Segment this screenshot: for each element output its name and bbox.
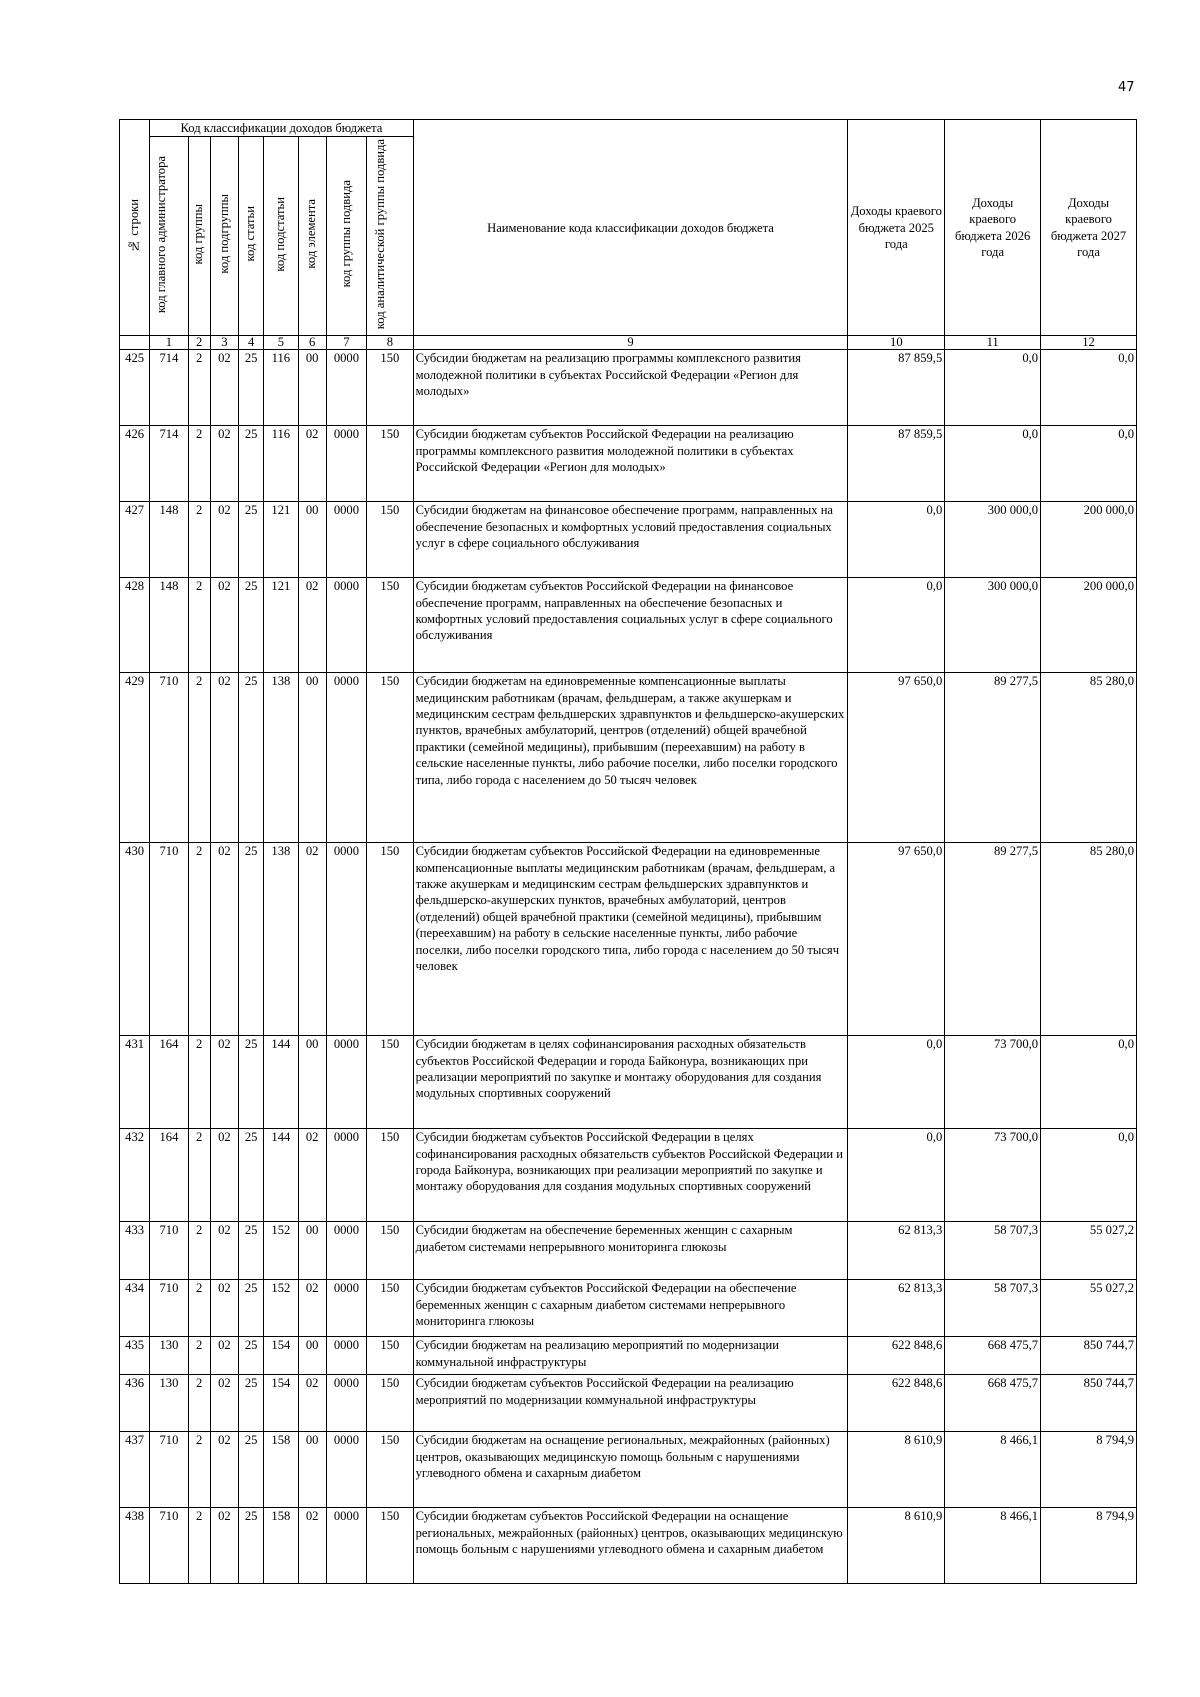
- admin-code: 148: [150, 578, 188, 673]
- subarticle-code: 154: [264, 1375, 298, 1432]
- table-row: [120, 426, 1137, 502]
- subgroup-code: 02: [210, 843, 238, 1036]
- article-code: 25: [239, 1375, 264, 1432]
- income-2025: 87 859,5: [848, 350, 945, 426]
- income-code-name: Субсидии бюджетам на финансовое обеспечение программ, направленных на обеспечение безопасных и комфортных условий предоставления социальных услуг в сфере социального обслуживания: [413, 502, 848, 578]
- admin-code: 714: [150, 350, 188, 426]
- article-code: 25: [239, 1222, 264, 1280]
- row-number: 426: [120, 426, 150, 502]
- subtype-group-code: 0000: [326, 1222, 366, 1280]
- header-subtype-group-code: код группы подвида: [326, 137, 366, 336]
- income-code-name: Субсидии бюджетам субъектов Российской Федерации на реализацию программы комплексного развития молодежной политики в субъектах Российской Федерации «Регион для молодых»: [413, 426, 848, 502]
- row-number: 438: [120, 1508, 150, 1584]
- row-number: 432: [120, 1129, 150, 1222]
- income-2027: 850 744,7: [1041, 1337, 1137, 1375]
- table-row: [120, 1337, 1137, 1375]
- group-code: 2: [188, 1337, 210, 1375]
- element-code: 00: [298, 350, 326, 426]
- income-2026: 73 700,0: [945, 1036, 1041, 1129]
- article-code: 25: [239, 1280, 264, 1337]
- subtype-group-code: 0000: [326, 1036, 366, 1129]
- group-code: 2: [188, 502, 210, 578]
- income-code-name: Субсидии бюджетам субъектов Российской Федерации на реализацию мероприятий по модернизации коммунальной инфраструктуры: [413, 1375, 848, 1432]
- income-2027: 850 744,7: [1041, 1375, 1137, 1432]
- admin-code: 710: [150, 1222, 188, 1280]
- article-code: 25: [239, 843, 264, 1036]
- row-number: 433: [120, 1222, 150, 1280]
- analytic-group-code: 150: [367, 1508, 414, 1584]
- subarticle-code: 144: [264, 1129, 298, 1222]
- income-2026: 0,0: [945, 350, 1041, 426]
- income-2026: 89 277,5: [945, 673, 1041, 843]
- table-row: [120, 1508, 1137, 1584]
- column-number: 8: [367, 336, 414, 350]
- group-code: 2: [188, 1280, 210, 1337]
- header-subarticle-code: код подстатьи: [264, 137, 298, 336]
- admin-code: 710: [150, 1280, 188, 1337]
- income-2027: 0,0: [1041, 350, 1137, 426]
- column-number-row: [120, 336, 1137, 350]
- header-name: Наименование кода классификации доходов бюджета: [413, 120, 848, 336]
- income-2026: 58 707,3: [945, 1222, 1041, 1280]
- row-number: 428: [120, 578, 150, 673]
- column-number: 6: [298, 336, 326, 350]
- analytic-group-code: 150: [367, 843, 414, 1036]
- subarticle-code: 138: [264, 673, 298, 843]
- admin-code: 710: [150, 673, 188, 843]
- subgroup-code: 02: [210, 1222, 238, 1280]
- row-number: 437: [120, 1432, 150, 1508]
- group-code: 2: [188, 578, 210, 673]
- income-classification-table: [119, 119, 1137, 1584]
- table-row: [120, 1375, 1137, 1432]
- subarticle-code: 138: [264, 843, 298, 1036]
- subtype-group-code: 0000: [326, 673, 366, 843]
- admin-code: 130: [150, 1375, 188, 1432]
- table-row: [120, 843, 1137, 1036]
- income-2026: 73 700,0: [945, 1129, 1041, 1222]
- income-2025: 0,0: [848, 1036, 945, 1129]
- subtype-group-code: 0000: [326, 1337, 366, 1375]
- element-code: 02: [298, 1375, 326, 1432]
- subgroup-code: 02: [210, 1280, 238, 1337]
- income-2026: 58 707,3: [945, 1280, 1041, 1337]
- group-code: 2: [188, 1508, 210, 1584]
- income-2025: 622 848,6: [848, 1375, 945, 1432]
- income-code-name: Субсидии бюджетам субъектов Российской Федерации на оснащение региональных, межрайонных (районных) центров, оказывающих медицинскую помощь больным с нарушениями углеводного обмена и сахарным диабетом: [413, 1508, 848, 1584]
- income-code-name: Субсидии бюджетам в целях софинансирования расходных обязательств субъектов Российской Федерации и города Байконура, возникающих при реализации мероприятий по закупке и монтажу оборудования для создания модульных спортивных сооружений: [413, 1036, 848, 1129]
- subgroup-code: 02: [210, 1036, 238, 1129]
- header-admin-code: код главного администратора: [150, 137, 188, 336]
- income-2026: 300 000,0: [945, 578, 1041, 673]
- row-number: 431: [120, 1036, 150, 1129]
- subtype-group-code: 0000: [326, 1280, 366, 1337]
- header-subgroup-code: код подгруппы: [210, 137, 238, 336]
- income-2027: 0,0: [1041, 426, 1137, 502]
- subgroup-code: 02: [210, 1508, 238, 1584]
- income-code-name: Субсидии бюджетам на обеспечение беременных женщин с сахарным диабетом системами непрерывного мониторинга глюкозы: [413, 1222, 848, 1280]
- income-2027: 85 280,0: [1041, 673, 1137, 843]
- subtype-group-code: 0000: [326, 350, 366, 426]
- subgroup-code: 02: [210, 1432, 238, 1508]
- header-income-2027: Доходы краевого бюджета 2027 года: [1041, 120, 1137, 336]
- header-analytic-group-code: код аналитической группы подвида: [367, 137, 414, 336]
- table-row: [120, 1432, 1137, 1508]
- article-code: 25: [239, 1337, 264, 1375]
- subtype-group-code: 0000: [326, 502, 366, 578]
- admin-code: 130: [150, 1337, 188, 1375]
- analytic-group-code: 150: [367, 578, 414, 673]
- subarticle-code: 116: [264, 350, 298, 426]
- header-income-2026: Доходы краевого бюджета 2026 года: [945, 120, 1041, 336]
- table-row: [120, 350, 1137, 426]
- element-code: 00: [298, 1337, 326, 1375]
- element-code: 02: [298, 426, 326, 502]
- table-row: [120, 1222, 1137, 1280]
- income-2027: 0,0: [1041, 1129, 1137, 1222]
- table-row: [120, 578, 1137, 673]
- row-number: 434: [120, 1280, 150, 1337]
- article-code: 25: [239, 350, 264, 426]
- column-number: 11: [945, 336, 1041, 350]
- admin-code: 164: [150, 1036, 188, 1129]
- column-number: 1: [150, 336, 188, 350]
- income-code-name: Субсидии бюджетам субъектов Российской Федерации на финансовое обеспечение программ, направленных на обеспечение безопасных и комфортных условий предоставления социальных услуг в сфере социального обслуживания: [413, 578, 848, 673]
- header-element-code: код элемента: [298, 137, 326, 336]
- subarticle-code: 144: [264, 1036, 298, 1129]
- group-code: 2: [188, 1222, 210, 1280]
- row-number: 427: [120, 502, 150, 578]
- subtype-group-code: 0000: [326, 426, 366, 502]
- element-code: 02: [298, 1280, 326, 1337]
- header-row-no: № строки: [120, 120, 150, 336]
- income-2027: 85 280,0: [1041, 843, 1137, 1036]
- income-code-name: Субсидии бюджетам субъектов Российской Федерации в целях софинансирования расходных обязательств субъектов Российской Федерации и города Байконура, возникающих при реализации мероприятий по закупке и монтажу оборудования для создания модульных спортивных сооружений: [413, 1129, 848, 1222]
- income-2026: 668 475,7: [945, 1375, 1041, 1432]
- subtype-group-code: 0000: [326, 578, 366, 673]
- table-row: [120, 1036, 1137, 1129]
- group-code: 2: [188, 673, 210, 843]
- income-2027: 200 000,0: [1041, 578, 1137, 673]
- admin-code: 710: [150, 843, 188, 1036]
- subtype-group-code: 0000: [326, 1129, 366, 1222]
- subarticle-code: 152: [264, 1280, 298, 1337]
- analytic-group-code: 150: [367, 1280, 414, 1337]
- subarticle-code: 121: [264, 578, 298, 673]
- page-number: 47: [1118, 80, 1135, 95]
- row-number: 430: [120, 843, 150, 1036]
- column-number: 10: [848, 336, 945, 350]
- admin-code: 710: [150, 1432, 188, 1508]
- table-row: [120, 673, 1137, 843]
- subarticle-code: 152: [264, 1222, 298, 1280]
- income-2025: 8 610,9: [848, 1432, 945, 1508]
- income-code-name: Субсидии бюджетам на реализацию программы комплексного развития молодежной политики в субъектах Российской Федерации «Регион для молодых»: [413, 350, 848, 426]
- group-code: 2: [188, 426, 210, 502]
- element-code: 00: [298, 1222, 326, 1280]
- column-number: 4: [239, 336, 264, 350]
- subgroup-code: 02: [210, 578, 238, 673]
- analytic-group-code: 150: [367, 502, 414, 578]
- group-code: 2: [188, 1432, 210, 1508]
- header-classification-group: Код классификации доходов бюджета: [150, 120, 413, 137]
- analytic-group-code: 150: [367, 1375, 414, 1432]
- article-code: 25: [239, 1432, 264, 1508]
- subgroup-code: 02: [210, 350, 238, 426]
- column-number: 3: [210, 336, 238, 350]
- element-code: 02: [298, 843, 326, 1036]
- analytic-group-code: 150: [367, 350, 414, 426]
- row-number: 425: [120, 350, 150, 426]
- column-number: 12: [1041, 336, 1137, 350]
- subarticle-code: 154: [264, 1337, 298, 1375]
- row-number: 429: [120, 673, 150, 843]
- subarticle-code: 158: [264, 1432, 298, 1508]
- analytic-group-code: 150: [367, 1129, 414, 1222]
- subgroup-code: 02: [210, 1375, 238, 1432]
- table-row: [120, 502, 1137, 578]
- income-2027: 55 027,2: [1041, 1222, 1137, 1280]
- article-code: 25: [239, 673, 264, 843]
- admin-code: 148: [150, 502, 188, 578]
- income-2026: 0,0: [945, 426, 1041, 502]
- article-code: 25: [239, 502, 264, 578]
- element-code: 00: [298, 1036, 326, 1129]
- header-income-2025: Доходы краевого бюджета 2025 года: [848, 120, 945, 336]
- income-2025: 8 610,9: [848, 1508, 945, 1584]
- analytic-group-code: 150: [367, 426, 414, 502]
- column-number: [120, 336, 150, 350]
- table-row: [120, 1129, 1137, 1222]
- income-2025: 62 813,3: [848, 1222, 945, 1280]
- income-2026: 300 000,0: [945, 502, 1041, 578]
- analytic-group-code: 150: [367, 1432, 414, 1508]
- element-code: 00: [298, 673, 326, 843]
- subgroup-code: 02: [210, 673, 238, 843]
- subgroup-code: 02: [210, 426, 238, 502]
- subarticle-code: 158: [264, 1508, 298, 1584]
- income-2026: 668 475,7: [945, 1337, 1041, 1375]
- element-code: 00: [298, 502, 326, 578]
- analytic-group-code: 150: [367, 1222, 414, 1280]
- subgroup-code: 02: [210, 1337, 238, 1375]
- admin-code: 714: [150, 426, 188, 502]
- column-number: 9: [413, 336, 848, 350]
- income-2027: 55 027,2: [1041, 1280, 1137, 1337]
- subtype-group-code: 0000: [326, 1375, 366, 1432]
- element-code: 02: [298, 1129, 326, 1222]
- group-code: 2: [188, 1036, 210, 1129]
- analytic-group-code: 150: [367, 1036, 414, 1129]
- admin-code: 710: [150, 1508, 188, 1584]
- income-code-name: Субсидии бюджетам субъектов Российской Федерации на единовременные компенсационные выплаты медицинским работникам (врачам, фельдшерам, а также акушеркам и медицинским сестрам фельдшерских здравпунктов и фельдшерско-акушерских пунктов, врачебных амбулаторий, центров (отделений) общей врачебной практики (семейной медицины), прибывшим (переехавшим) на работу в сельские населенные пункты, либо рабочие поселки, либо поселки городского типа, либо города с населением до 50 тысяч человек: [413, 843, 848, 1036]
- income-code-name: Субсидии бюджетам на оснащение региональных, межрайонных (районных) центров, оказывающих медицинскую помощь больным с нарушениями углеводного обмена и сахарным диабетом: [413, 1432, 848, 1508]
- subtype-group-code: 0000: [326, 843, 366, 1036]
- income-2025: 0,0: [848, 578, 945, 673]
- column-number: 2: [188, 336, 210, 350]
- element-code: 00: [298, 1432, 326, 1508]
- income-2026: 8 466,1: [945, 1432, 1041, 1508]
- income-2025: 622 848,6: [848, 1337, 945, 1375]
- income-2025: 97 650,0: [848, 673, 945, 843]
- subarticle-code: 116: [264, 426, 298, 502]
- table-body: [120, 350, 1137, 1584]
- article-code: 25: [239, 578, 264, 673]
- analytic-group-code: 150: [367, 1337, 414, 1375]
- income-2027: 8 794,9: [1041, 1432, 1137, 1508]
- subtype-group-code: 0000: [326, 1508, 366, 1584]
- column-number: 5: [264, 336, 298, 350]
- income-2026: 8 466,1: [945, 1508, 1041, 1584]
- column-number: 7: [326, 336, 366, 350]
- element-code: 02: [298, 1508, 326, 1584]
- table-row: [120, 1280, 1137, 1337]
- income-2025: 87 859,5: [848, 426, 945, 502]
- row-number: 435: [120, 1337, 150, 1375]
- admin-code: 164: [150, 1129, 188, 1222]
- group-code: 2: [188, 350, 210, 426]
- income-code-name: Субсидии бюджетам на реализацию мероприятий по модернизации коммунальной инфраструктуры: [413, 1337, 848, 1375]
- income-2025: 62 813,3: [848, 1280, 945, 1337]
- income-2025: 0,0: [848, 1129, 945, 1222]
- article-code: 25: [239, 1036, 264, 1129]
- analytic-group-code: 150: [367, 673, 414, 843]
- subgroup-code: 02: [210, 502, 238, 578]
- group-code: 2: [188, 1375, 210, 1432]
- income-2025: 0,0: [848, 502, 945, 578]
- group-code: 2: [188, 1129, 210, 1222]
- income-2027: 200 000,0: [1041, 502, 1137, 578]
- income-2026: 89 277,5: [945, 843, 1041, 1036]
- article-code: 25: [239, 426, 264, 502]
- income-2025: 97 650,0: [848, 843, 945, 1036]
- article-code: 25: [239, 1129, 264, 1222]
- income-2027: 0,0: [1041, 1036, 1137, 1129]
- subgroup-code: 02: [210, 1129, 238, 1222]
- income-code-name: Субсидии бюджетам субъектов Российской Федерации на обеспечение беременных женщин с сахарным диабетом системами непрерывного мониторинга глюкозы: [413, 1280, 848, 1337]
- table-header: [120, 120, 1137, 350]
- article-code: 25: [239, 1508, 264, 1584]
- header-article-code: код статьи: [239, 137, 264, 336]
- group-code: 2: [188, 843, 210, 1036]
- row-number: 436: [120, 1375, 150, 1432]
- header-group-code: код группы: [188, 137, 210, 336]
- subtype-group-code: 0000: [326, 1432, 366, 1508]
- income-code-name: Субсидии бюджетам на единовременные компенсационные выплаты медицинским работникам (врачам, фельдшерам, а также акушеркам и медицинским сестрам фельдшерских здравпунктов и фельдшерско-акушерских пунктов, врачебных амбулаторий, центров (отделений) общей врачебной практики (семейной медицины), прибывшим (переехавшим) на работу в сельские населенные пункты, либо рабочие поселки, либо поселки городского типа, либо города с населением до 50 тысяч человек: [413, 673, 848, 843]
- subarticle-code: 121: [264, 502, 298, 578]
- element-code: 02: [298, 578, 326, 673]
- income-2027: 8 794,9: [1041, 1508, 1137, 1584]
